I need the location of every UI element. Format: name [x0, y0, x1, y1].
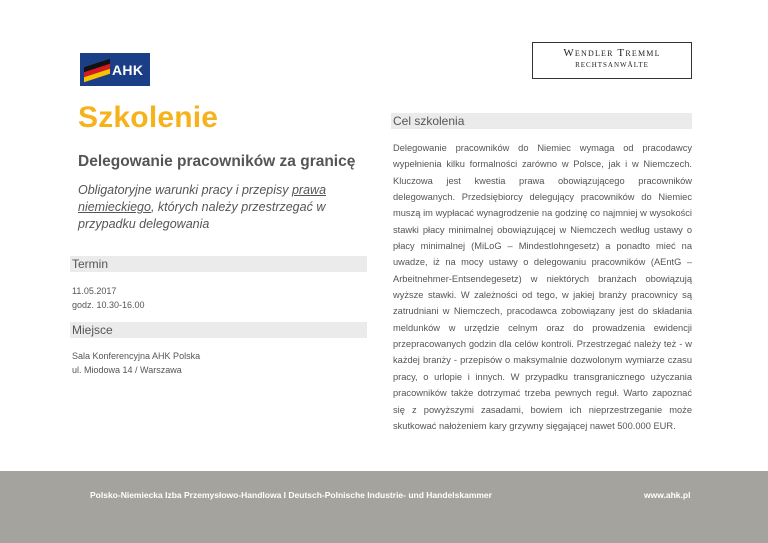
law-firm-subtitle: RECHTSANWÄLTE [575, 61, 649, 69]
footer-chamber-name: Polsko-Niemiecka Izba Przemysłowo-Handlowa I Deutsch-Polnische Industrie- und Handelskammer [90, 490, 492, 500]
law-firm-name: Wendler Tremml [563, 47, 661, 59]
training-intro [78, 182, 368, 233]
intro-underlined: prawa niemieckiego [78, 183, 327, 214]
law-firm-logo [532, 42, 692, 79]
termin-details [72, 284, 145, 312]
termin-heading: Termin [70, 256, 367, 272]
logo-text: AHK [112, 61, 144, 78]
miejsce-address: ul. Miodowa 14 / Warszawa [72, 365, 182, 375]
termin-date: 11.05.2017 [72, 286, 117, 296]
miejsce-details [72, 349, 200, 377]
footer [0, 471, 768, 543]
intro-text-1: Obligatoryjne warunki pracy i przepisy [78, 183, 292, 197]
intro-text-2: , których należy przestrzegać w przypadku delegowania [78, 200, 326, 231]
page-title: Szkolenie [78, 101, 219, 134]
flag-icon [80, 53, 110, 86]
cel-text: Delegowanie pracowników do Niemiec wymaga od pracodawcy wypełnienia kilku formalności zarówno w Polsce, jak i w Niemczech. Kluczowa jest kwestia prawa obowiązującego pracowników delegowanych. Przedsiębiorcy delegujący pracowników do Niemiec muszą im wypłacać wynagrodzenie na godzinę co najmniej w wysokości stawki płacy minimalnej obowiązującej w Niemczech według ustawy o płacy minimalnej (MiLoG – Mindestlohngesetz) a ponadto mieć na uwadze, iż na mocy ustawy o delegowaniu pracowników (AEntG – Arbeitnehmer-Entsendegesetz) w niektórych branżach obowiązują wyższe stawki. W zależności od tego, w jakiej branży pracownicy są zatrudniani w Niemczech, pracodawca zobowiązany jest do składania meldunków w urzędzie celnym oraz do prowadzenia ewidencji przepracowanych godzin dla celów kontroli. Przestrzegać należy też - w każdej branży - przepisów o maksymalnie dozwolonym wymiarze czasu pracy, o urlopie i innych. W przypadku transgranicznego użyczania pracowników także dotrzymać trzeba pewnych reguł. Warto zapoznać się z powyższymi zasadami, bowiem ich nieprzestrzeganie może skutkować nałożeniem kary grzywny sięgającej nawet 500.000 EUR. [393, 143, 692, 431]
termin-time: godz. 10.30-16.00 [72, 300, 145, 310]
miejsce-heading: Miejsce [70, 322, 367, 338]
cel-heading: Cel szkolenia [391, 113, 692, 129]
miejsce-venue: Sala Konferencyjna AHK Polska [72, 351, 201, 361]
ahk-logo [80, 53, 150, 86]
training-subtitle: Delegowanie pracowników za granicę [78, 153, 356, 170]
footer-website-link[interactable]: www.ahk.pl [644, 490, 691, 500]
